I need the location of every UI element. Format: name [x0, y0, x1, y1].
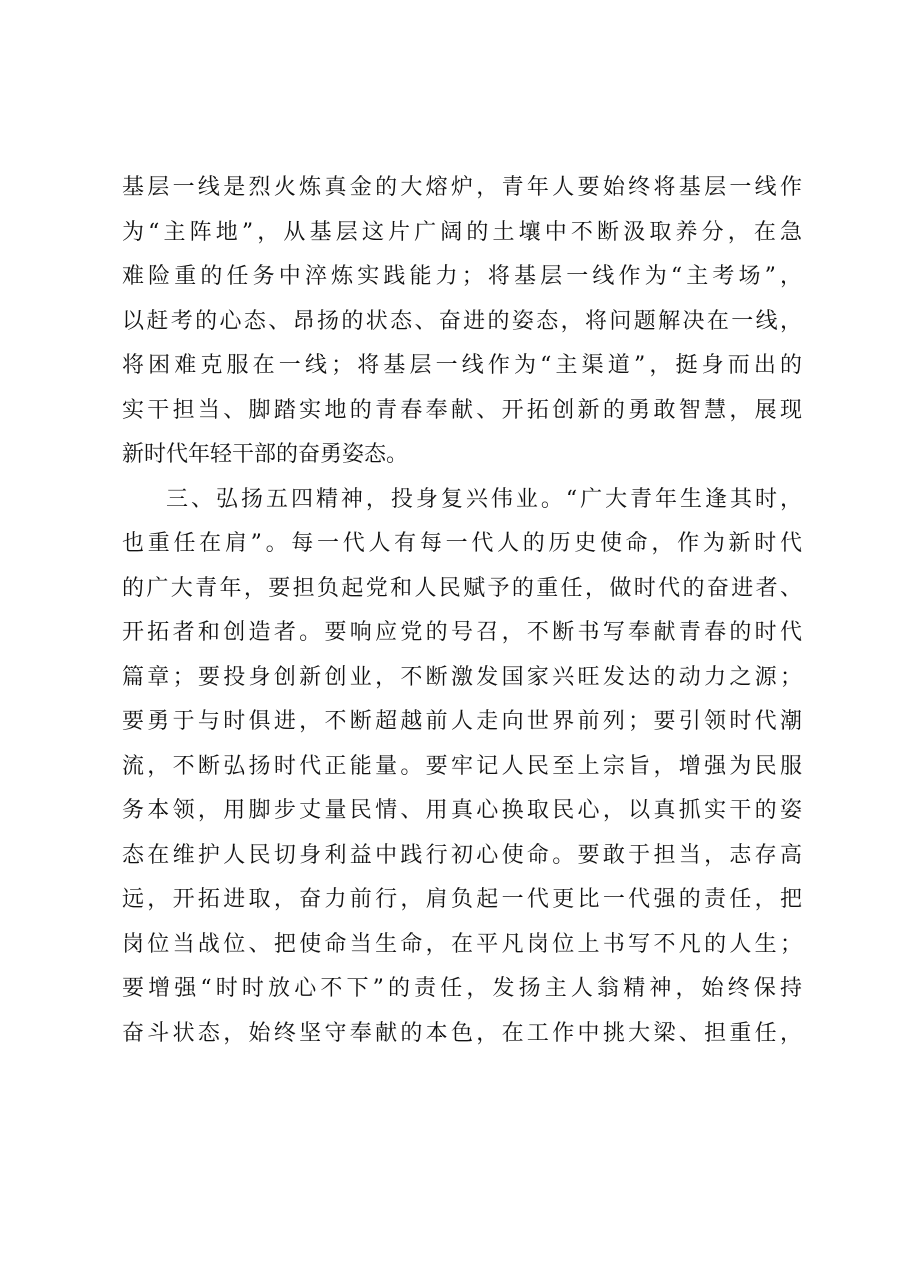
- text-line: 也重任在肩”。每一代人有每一代人的历史使命，作为新时代: [122, 531, 802, 556]
- text-line: 要增强“时时放心不下”的责任，发扬主人翁精神，始终保持: [122, 976, 802, 1001]
- text-line: 开拓者和创造者。要响应党的号召，不断书写奉献青春的时代: [122, 620, 802, 645]
- text-line: 务本领，用脚步丈量民情、用真心换取民心，以真抓实干的姿: [122, 798, 802, 823]
- text-line: 基层一线是烈火炼真金的大熔炉，青年人要始终将基层一线作: [122, 175, 802, 200]
- body-text: [122, 166, 802, 1056]
- text-line: 新时代年轻干部的奋勇姿态。: [122, 442, 409, 467]
- text-line: 以赶考的心态、昂扬的状态、奋进的姿态，将问题解决在一线，: [122, 308, 802, 334]
- text-line: 远，开拓进取，奋力前行，肩负起一代更比一代强的责任，把: [122, 887, 802, 912]
- text-line: 的广大青年，要担负起党和人民赋予的重任，做时代的奋进者、: [122, 575, 802, 601]
- paragraph-start-line: 三、弘扬五四精神，投身复兴伟业。“广大青年生逢其时，: [166, 486, 802, 512]
- text-line: 岗位当战位、把使命当生命，在平凡岗位上书写不凡的人生；: [122, 931, 802, 957]
- text-line: 流，不断弘扬时代正能量。要牢记人民至上宗旨，增强为民服: [122, 753, 802, 779]
- text-line: 态在维护人民切身利益中践行初心使命。要敢于担当，志存高: [122, 842, 802, 868]
- text-line: 将困难克服在一线；将基层一线作为“主渠道”，挺身而出的: [122, 353, 802, 378]
- text-line: 奋斗状态，始终坚守奉献的本色，在工作中挑大梁、担重任，: [122, 1020, 802, 1046]
- text-line: 难险重的任务中淬炼实践能力；将基层一线作为“主考场”，: [122, 264, 802, 289]
- text-line: 要勇于与时俱进，不断超越前人走向世界前列；要引领时代潮: [122, 709, 802, 734]
- text-line: 篇章；要投身创新创业，不断激发国家兴旺发达的动力之源；: [122, 664, 802, 690]
- text-line: 实干担当、脚踏实地的青春奉献、开拓创新的勇敢智慧，展现: [122, 397, 802, 423]
- text-line: 为“主阵地”，从基层这片广阔的土壤中不断汲取养分，在急: [122, 219, 802, 245]
